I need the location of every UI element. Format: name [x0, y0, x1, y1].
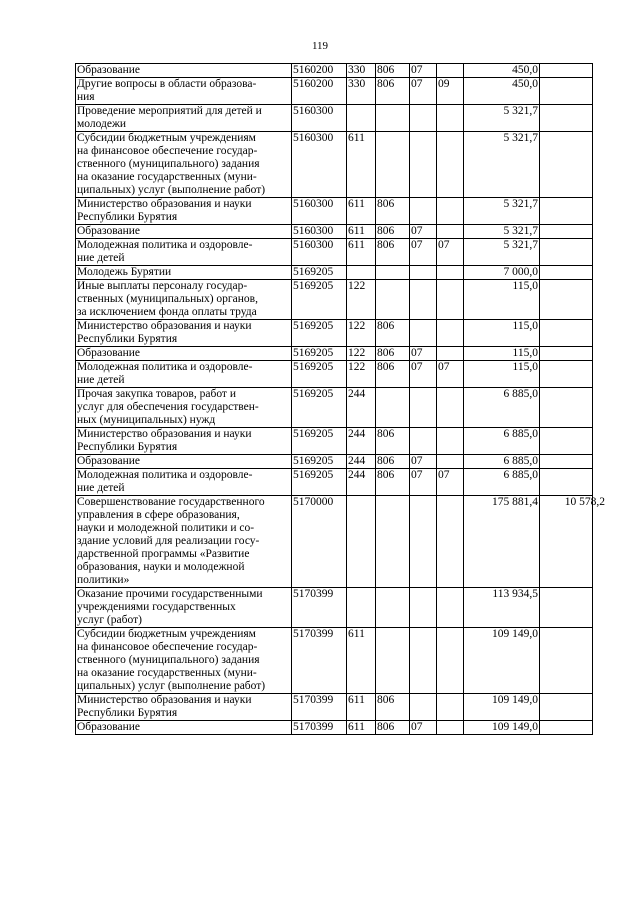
expense-type-cell: [347, 496, 376, 588]
amount-cell: 5 321,7: [464, 225, 540, 239]
section-cell: [410, 280, 437, 320]
name-cell: [76, 64, 292, 78]
expense-type-cell: 122: [347, 280, 376, 320]
name-line: услуг для обеспечения государствен-: [77, 401, 259, 413]
table-row: [76, 64, 593, 78]
name-line: Образование: [77, 721, 141, 733]
table-row: [76, 388, 593, 428]
expense-type-cell: 330: [347, 64, 376, 78]
name-line: молодежи: [77, 118, 127, 130]
name-cell: [76, 469, 292, 496]
amount-cell: 5 321,7: [464, 198, 540, 225]
amount-cell: 6 885,0: [464, 428, 540, 455]
budget-table-body: [76, 64, 605, 735]
name-line: политики»: [77, 574, 130, 586]
name-cell: [76, 361, 292, 388]
amount-cell: 115,0: [464, 320, 540, 347]
second-amount-cell: [540, 496, 605, 588]
amount-cell: 450,0: [464, 64, 540, 78]
subsection-cell: [437, 198, 464, 225]
second-amount-cell: [540, 320, 593, 347]
code-cell: 5169205: [292, 280, 347, 320]
expense-type-cell: 611: [347, 198, 376, 225]
expense-type-cell: 611: [347, 225, 376, 239]
table-row: [76, 132, 593, 198]
second-amount-cell: [540, 132, 593, 198]
ministry-code-cell: 806: [376, 469, 410, 496]
page-number: 119: [311, 40, 329, 52]
name-line: ния: [77, 91, 95, 103]
expense-type-cell: 611: [347, 628, 376, 694]
expense-type-cell: 122: [347, 320, 376, 347]
code-cell: 5169205: [292, 266, 347, 280]
table-row: [76, 496, 593, 588]
second-amount-cell: [540, 361, 593, 388]
ministry-code-cell: 806: [376, 361, 410, 388]
section-cell: 07: [410, 347, 437, 361]
name-line: Республики Бурятия: [77, 211, 178, 223]
subsection-cell: [437, 721, 464, 735]
expense-type-cell: 244: [347, 428, 376, 455]
second-amount-cell: [540, 388, 593, 428]
code-cell: 5170399: [292, 628, 347, 694]
second-amount-cell: [540, 588, 593, 628]
name-line: Образование: [77, 64, 141, 76]
name-line: ципальных) услуг (выполнение работ): [77, 184, 266, 196]
second-amount-cell: [540, 694, 593, 721]
ministry-code-cell: 806: [376, 347, 410, 361]
amount-cell: 5 321,7: [464, 132, 540, 198]
second-amount-cell: [540, 198, 593, 225]
table-row: [76, 588, 593, 628]
subsection-cell: [437, 694, 464, 721]
ministry-code-cell: 806: [376, 428, 410, 455]
name-line: науки и молодежной политики и со-: [77, 522, 255, 534]
second-amount-cell: [540, 78, 593, 105]
ministry-code-cell: [376, 132, 410, 198]
section-cell: [410, 694, 437, 721]
code-cell: 5170399: [292, 588, 347, 628]
second-amount-cell: [540, 628, 593, 694]
name-line: ных (муниципальных) нужд: [77, 414, 216, 426]
second-amount-text: 10 578,2: [564, 496, 605, 508]
table-row: [76, 78, 593, 105]
subsection-cell: [437, 105, 464, 132]
amount-cell: 6 885,0: [464, 455, 540, 469]
second-amount-cell: [540, 225, 593, 239]
name-line: Прочая закупка товаров, работ и: [77, 388, 236, 400]
expense-type-cell: 122: [347, 347, 376, 361]
section-cell: 07: [410, 455, 437, 469]
amount-cell: 109 149,0: [464, 721, 540, 735]
expense-type-cell: 611: [347, 694, 376, 721]
second-amount-cell: [540, 280, 593, 320]
name-cell: [76, 320, 292, 347]
code-cell: 5169205: [292, 388, 347, 428]
second-amount-cell: [540, 455, 593, 469]
section-cell: [410, 132, 437, 198]
amount-cell: 6 885,0: [464, 469, 540, 496]
section-cell: 07: [410, 239, 437, 266]
name-line: Другие вопросы в области образова-: [77, 78, 257, 90]
table-row: [76, 105, 593, 132]
table-row: [76, 469, 593, 496]
amount-cell: 109 149,0: [464, 628, 540, 694]
subsection-cell: 07: [437, 239, 464, 266]
subsection-cell: [437, 428, 464, 455]
name-line: Министерство образования и науки: [77, 694, 252, 706]
name-line: ние детей: [77, 482, 125, 494]
name-cell: [76, 78, 292, 105]
name-cell: [76, 455, 292, 469]
ministry-code-cell: [376, 105, 410, 132]
section-cell: [410, 266, 437, 280]
second-amount-cell: [540, 347, 593, 361]
subsection-cell: [437, 388, 464, 428]
ministry-code-cell: 806: [376, 721, 410, 735]
amount-cell: 115,0: [464, 280, 540, 320]
name-cell: [76, 496, 292, 588]
name-cell: [76, 428, 292, 455]
subsection-cell: 09: [437, 78, 464, 105]
section-cell: 07: [410, 721, 437, 735]
code-cell: 5169205: [292, 469, 347, 496]
section-cell: [410, 105, 437, 132]
name-cell: [76, 628, 292, 694]
section-cell: 07: [410, 361, 437, 388]
name-line: учреждениями государственных: [77, 601, 236, 613]
table-row: [76, 320, 593, 347]
code-cell: 5169205: [292, 320, 347, 347]
expense-type-cell: [347, 105, 376, 132]
section-cell: [410, 198, 437, 225]
name-line: Молодежь Бурятии: [77, 266, 172, 278]
code-cell: 5160200: [292, 64, 347, 78]
ministry-code-cell: 806: [376, 239, 410, 266]
name-cell: [76, 280, 292, 320]
name-line: образования, науки и молодежной: [77, 561, 245, 573]
amount-cell: 115,0: [464, 347, 540, 361]
section-cell: [410, 496, 437, 588]
name-line: Образование: [77, 455, 141, 467]
ministry-code-cell: [376, 266, 410, 280]
section-cell: [410, 320, 437, 347]
name-line: здание условий для реализации госу-: [77, 535, 260, 547]
table-row: [76, 266, 593, 280]
subsection-cell: [437, 280, 464, 320]
ministry-code-cell: 806: [376, 198, 410, 225]
ministry-code-cell: 806: [376, 455, 410, 469]
code-cell: 5160300: [292, 225, 347, 239]
table-row: [76, 694, 593, 721]
amount-cell: 109 149,0: [464, 694, 540, 721]
name-cell: [76, 347, 292, 361]
name-line: за исключением фонда оплаты труда: [77, 306, 257, 318]
subsection-cell: 07: [437, 361, 464, 388]
name-line: дарственной программы «Развитие: [77, 548, 250, 560]
expense-type-cell: [347, 588, 376, 628]
expense-type-cell: 611: [347, 239, 376, 266]
code-cell: 5160300: [292, 105, 347, 132]
name-line: на финансовое обеспечение государ-: [77, 145, 258, 157]
name-line: Министерство образования и науки: [77, 198, 252, 210]
table-row: [76, 198, 593, 225]
subsection-cell: [437, 320, 464, 347]
code-cell: 5170000: [292, 496, 347, 588]
name-cell: [76, 225, 292, 239]
name-line: управления в сфере образования,: [77, 509, 240, 521]
amount-cell: 7 000,0: [464, 266, 540, 280]
name-cell: [76, 132, 292, 198]
name-line: ственных (муниципальных) органов,: [77, 293, 258, 305]
amount-cell: 450,0: [464, 78, 540, 105]
table-row: [76, 361, 593, 388]
subsection-cell: [437, 347, 464, 361]
ministry-code-cell: 806: [376, 225, 410, 239]
amount-cell: 175 881,4: [464, 496, 540, 588]
expense-type-cell: 244: [347, 469, 376, 496]
budget-table: [75, 63, 605, 735]
ministry-code-cell: [376, 280, 410, 320]
expense-type-cell: 244: [347, 455, 376, 469]
name-line: ственного (муниципального) задания: [77, 158, 260, 170]
code-cell: 5170399: [292, 721, 347, 735]
subsection-cell: [437, 266, 464, 280]
table-row: [76, 721, 593, 735]
table-row: [76, 428, 593, 455]
name-line: Министерство образования и науки: [77, 428, 252, 440]
name-cell: [76, 266, 292, 280]
table-row: [76, 239, 593, 266]
ministry-code-cell: [376, 388, 410, 428]
name-cell: [76, 588, 292, 628]
table-row: [76, 280, 593, 320]
ministry-code-cell: 806: [376, 694, 410, 721]
ministry-code-cell: [376, 588, 410, 628]
code-cell: 5160200: [292, 78, 347, 105]
name-line: на оказание государственных (муни-: [77, 667, 257, 679]
section-cell: 07: [410, 78, 437, 105]
section-cell: 07: [410, 469, 437, 496]
ministry-code-cell: 806: [376, 78, 410, 105]
expense-type-cell: 330: [347, 78, 376, 105]
name-line: Оказание прочими государственными: [77, 588, 263, 600]
expense-type-cell: 611: [347, 721, 376, 735]
name-line: Субсидии бюджетным учреждениям: [77, 628, 256, 640]
table-row: [76, 628, 593, 694]
amount-cell: 5 321,7: [464, 239, 540, 266]
name-line: Образование: [77, 225, 141, 237]
name-line: ственного (муниципального) задания: [77, 654, 260, 666]
name-line: Молодежная политика и оздоровле-: [77, 239, 253, 251]
code-cell: 5169205: [292, 455, 347, 469]
subsection-cell: [437, 496, 464, 588]
subsection-cell: [437, 588, 464, 628]
name-line: Республики Бурятия: [77, 333, 178, 345]
section-cell: [410, 388, 437, 428]
second-amount-cell: [540, 428, 593, 455]
expense-type-cell: [347, 266, 376, 280]
name-line: Министерство образования и науки: [77, 320, 252, 332]
name-line: ципальных) услуг (выполнение работ): [77, 680, 266, 692]
name-line: на оказание государственных (муни-: [77, 171, 257, 183]
table-row: [76, 225, 593, 239]
code-cell: 5160300: [292, 239, 347, 266]
subsection-cell: [437, 628, 464, 694]
name-cell: [76, 721, 292, 735]
section-cell: 07: [410, 225, 437, 239]
expense-type-cell: 611: [347, 132, 376, 198]
name-line: Иные выплаты персоналу государ-: [77, 280, 248, 292]
name-line: Республики Бурятия: [77, 707, 178, 719]
code-cell: 5169205: [292, 361, 347, 388]
code-cell: 5169205: [292, 428, 347, 455]
second-amount-cell: [540, 469, 593, 496]
name-line: Образование: [77, 347, 141, 359]
subsection-cell: [437, 455, 464, 469]
name-line: на финансовое обеспечение государ-: [77, 641, 258, 653]
second-amount-cell: [540, 105, 593, 132]
ministry-code-cell: 806: [376, 64, 410, 78]
ministry-code-cell: [376, 496, 410, 588]
name-line: Республики Бурятия: [77, 441, 178, 453]
name-line: Проведение мероприятий для детей и: [77, 105, 262, 117]
subsection-cell: [437, 64, 464, 78]
code-cell: 5160300: [292, 198, 347, 225]
name-cell: [76, 105, 292, 132]
second-amount-cell: [540, 239, 593, 266]
second-amount-cell: [540, 64, 593, 78]
name-line: ние детей: [77, 252, 125, 264]
name-cell: [76, 239, 292, 266]
amount-cell: 5 321,7: [464, 105, 540, 132]
name-line: Молодежная политика и оздоровле-: [77, 361, 253, 373]
second-amount-cell: [540, 721, 593, 735]
ministry-code-cell: [376, 628, 410, 694]
name-line: Субсидии бюджетным учреждениям: [77, 132, 256, 144]
subsection-cell: [437, 225, 464, 239]
name-cell: [76, 198, 292, 225]
amount-cell: 6 885,0: [464, 388, 540, 428]
name-line: услуг (работ): [77, 614, 142, 626]
section-cell: 07: [410, 64, 437, 78]
amount-cell: 113 934,5: [464, 588, 540, 628]
table-row: [76, 455, 593, 469]
name-line: Молодежная политика и оздоровле-: [77, 469, 253, 481]
section-cell: [410, 628, 437, 694]
code-cell: 5160300: [292, 132, 347, 198]
section-cell: [410, 428, 437, 455]
subsection-cell: 07: [437, 469, 464, 496]
code-cell: 5170399: [292, 694, 347, 721]
second-amount-cell: [540, 266, 593, 280]
amount-cell: 115,0: [464, 361, 540, 388]
subsection-cell: [437, 132, 464, 198]
name-line: ние детей: [77, 374, 125, 386]
name-cell: [76, 694, 292, 721]
name-cell: [76, 388, 292, 428]
table-row: [76, 347, 593, 361]
name-line: Совершенствование государственного: [77, 496, 265, 508]
ministry-code-cell: 806: [376, 320, 410, 347]
code-cell: 5169205: [292, 347, 347, 361]
section-cell: [410, 588, 437, 628]
expense-type-cell: 122: [347, 361, 376, 388]
expense-type-cell: 244: [347, 388, 376, 428]
